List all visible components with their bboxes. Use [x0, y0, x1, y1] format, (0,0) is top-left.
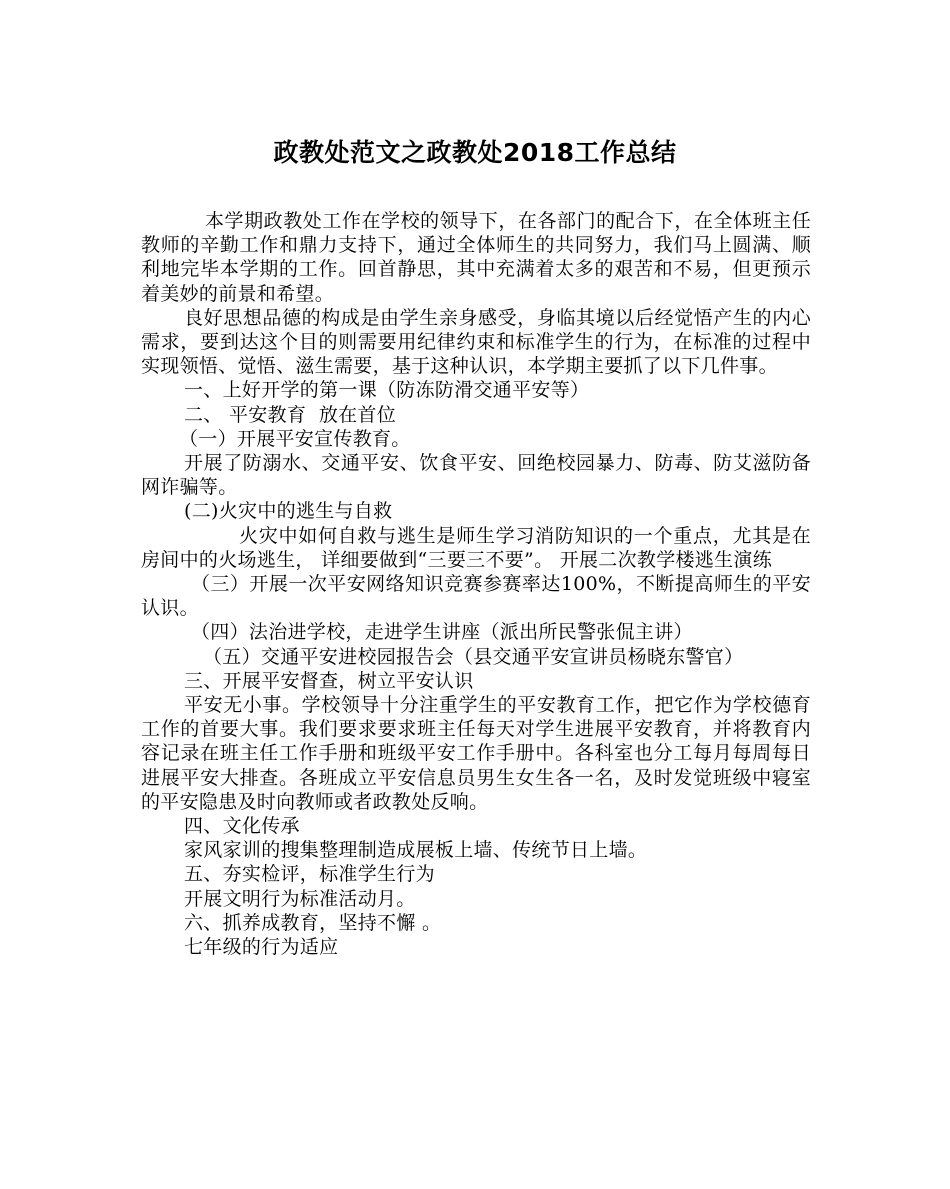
paragraph-grade-seven: 七年级的行为适应	[184, 936, 339, 959]
heading-evaluation: 五、夯实检评，标准学生行为	[184, 863, 435, 886]
paragraph-intro: 本学期政教处工作在学校的领导下，在各部门的配合下，在全体班主任教师的辛勤工作和鼎力支持下，通过全体师生的共同努力，我们马上圆满、顺利地完毕本学期的工作。回首静思，其中充满着太多的艰苦和不易，但更预示着美妙的前景和希望。	[141, 210, 811, 305]
paragraph-safety-inspection: 平安无小事。学校领导十分注重学生的平安教育工作，把它作为学校德育工作的首要大事。我们要求要求班主任每天对学生进展平安教育，并将教育内容记录在班主任工作手册和班级平安工作手册中。各科室也分工每月每周每日进展平安大排查。各班成立平安信息员男生女生各一名，及时发觉班级中寝室的平安隐患及时向教师或者政教处反响。	[141, 694, 811, 813]
paragraph-culture: 家风家训的搜集整理制造成展板上墙、传统节日上墙。	[184, 839, 648, 862]
subheading-safety-publicity: （一）开展平安宣传教育。	[179, 427, 411, 450]
paragraph-evaluation: 开展文明行为标准活动月。	[184, 887, 416, 910]
document-body	[141, 209, 811, 959]
heading-safety-education: 二、 平安教育 放在首位	[184, 403, 397, 426]
document-title: 政教处范文之政教处2018工作总结	[273, 138, 677, 167]
heading-culture: 四、文化传承	[184, 815, 300, 838]
paragraph-law-lecture: （四）法治进学校，走进学生讲座（派出所民警张侃主讲）	[191, 621, 693, 644]
heading-first-lesson: 一、上好开学的第一课（防冻防滑交通平安等）	[184, 379, 590, 402]
heading-safety-inspection: 三、开展平安督查，树立平安认识	[184, 669, 474, 692]
paragraph-fire-escape: 火灾中如何自救与逃生是师生学习消防知识的一个重点，尤其是在房间中的火场逃生， 详细要做到“三要三不要”。 开展二次教学楼逃生演练	[141, 524, 811, 571]
subheading-fire-escape: (二)火灾中的逃生与自救	[184, 500, 393, 523]
paragraph-traffic-report: （五）交通平安进校园报告会（县交通平安宣讲员杨晓东警官）	[203, 645, 744, 668]
paragraph-moral: 良好思想品德的构成是由学生亲身感受，身临其境以后经觉悟产生的内心需求，要到达这个目的则需要用纪律约束和标准学生的行为，在标准的过程中实现领悟、觉悟、滋生需要，基于这种认识，本学期主要抓了以下几件事。	[141, 306, 811, 378]
paragraph-network-contest: （三）开展一次平安网络知识竞赛参赛率达100%，不断提高师生的平安认识。	[141, 573, 811, 620]
paragraph-safety-publicity: 开展了防溺水、交通平安、饮食平安、回绝校园暴力、防毒、防艾滋防备网诈骗等。	[141, 452, 811, 499]
heading-habit-education: 六、抓养成教育，坚持不懈 。	[184, 911, 442, 934]
